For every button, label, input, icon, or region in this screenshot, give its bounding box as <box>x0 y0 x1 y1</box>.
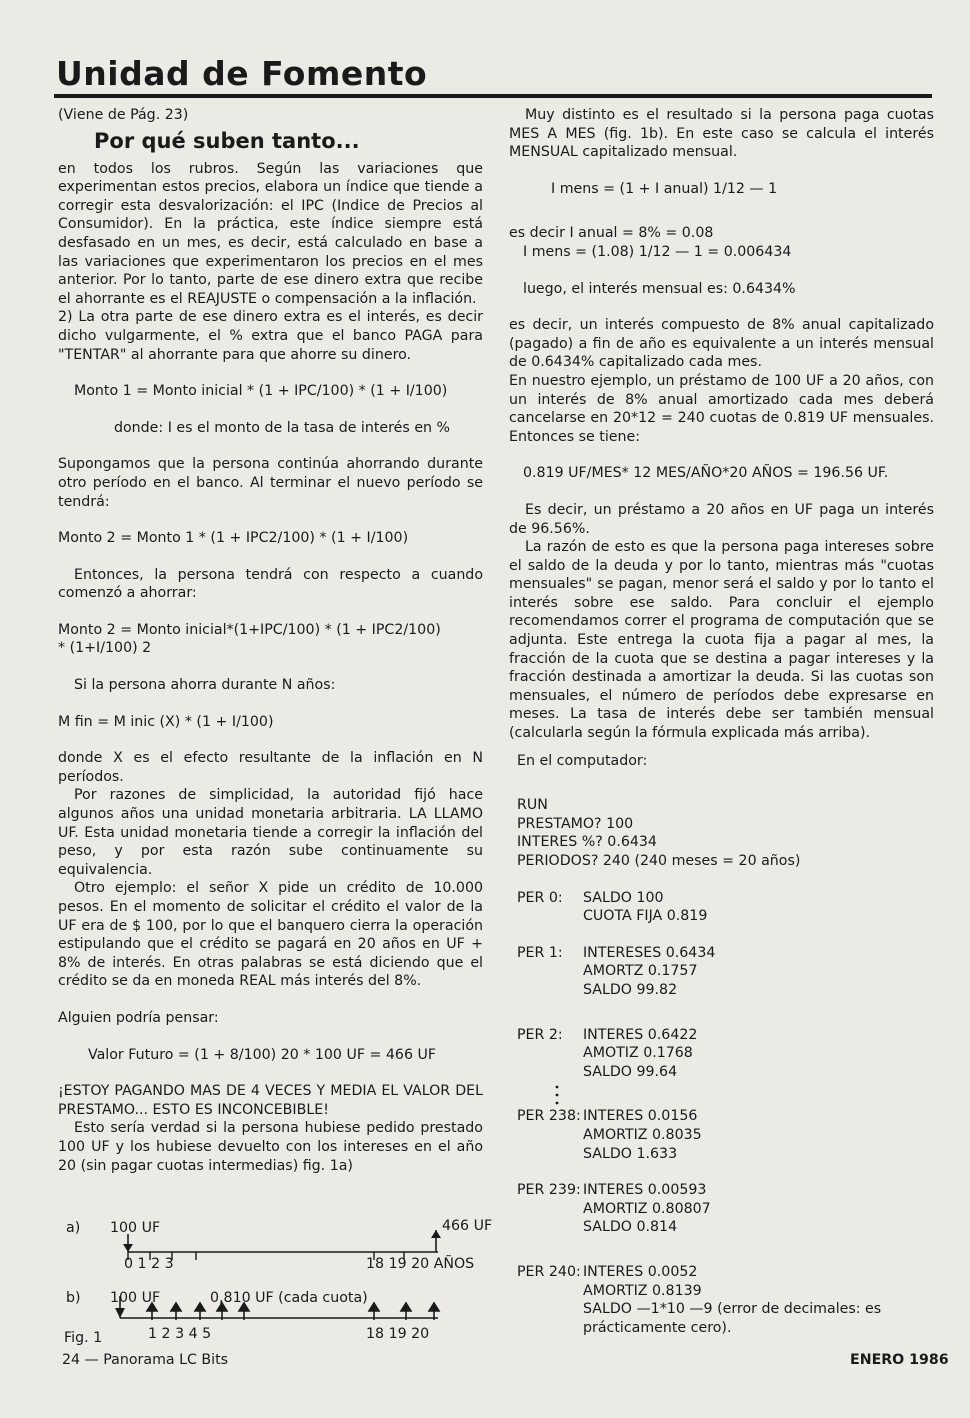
paragraph: Supongamos que la persona continúa ahorrando durante otro período en el banco. Al terminar el nuevo período se tendrá: <box>58 456 483 510</box>
formula-note: donde: I es el monto de la tasa de interés en % <box>114 419 451 436</box>
fig-b-start: 100 UF <box>110 1290 161 1306</box>
formula-i-anual: es decir I anual = 8% = 0.08 <box>509 225 714 242</box>
paragraph: Si la persona ahorra durante N años: <box>74 677 336 694</box>
fig-b-cuota: 0,810 UF (cada cuota) <box>210 1290 368 1306</box>
paragraph: Alguien podría pensar: <box>58 1009 219 1026</box>
period-entry: PER 0: SALDO 100 CUOTA FIJA 0.819 <box>517 889 708 925</box>
period-list <box>509 889 934 1338</box>
right-column <box>509 106 934 1337</box>
paragraph: Es decir, un préstamo a 20 años en UF paga un interés de 96.56%. <box>509 501 934 537</box>
page-footer-right: ENERO 1986 <box>850 1352 949 1368</box>
paragraph: En el computador: <box>517 752 648 769</box>
paragraph: Otro ejemplo: el señor X pide un crédito de 10.000 pesos. En el momento de solicitar el crédito el valor de la UF era de $ 100, por lo que el banquero cierra la operación estipulando que el crédito se pagará en 20 años en UF + 8% de interés. En otras palabras se está diciendo que el crédito se da en moneda REAL más interés del 8%. <box>58 880 483 990</box>
run-line: RUN <box>517 797 548 814</box>
page-title: Unidad de Fomento <box>56 54 428 93</box>
fig-caption: Fig. 1 <box>64 1330 103 1346</box>
formula-valor-futuro: Valor Futuro = (1 + 8/100) 20 * 100 UF = 466 UF <box>88 1046 437 1063</box>
run-line: PRESTAMO? 100 <box>517 815 634 832</box>
fig-a-ticks-end: 18 19 20 AÑOS <box>366 1256 475 1272</box>
paragraph: Esto sería verdad si la persona hubiese pedido prestado 100 UF y los hubiese devuelto con los intereses en el año 20 (sin pagar cuotas intermedias) fig. 1a) <box>58 1120 483 1174</box>
formula-total-cuotas: 0.819 UF/MES* 12 MES/AÑO*20 AÑOS = 196.56 UF. <box>523 465 889 482</box>
paragraph: Muy distinto es el resultado si la persona paga cuotas MES A MES (fig. 1b). En este caso se calcula el interés MENSUAL capitalizado mensual. <box>509 107 934 161</box>
period-entry: PER 239: INTERES 0.00593 AMORTIZ 0.80807 SALDO 0.814 <box>517 1182 711 1236</box>
left-column <box>58 106 483 1175</box>
fig-a-end: 466 UF <box>442 1218 493 1234</box>
formula-monto-2-full: Monto 2 = Monto inicial*(1+IPC/100) * (1 + IPC2/100) <box>58 621 441 638</box>
title-rule <box>54 94 932 98</box>
formula-monto-2: Monto 2 = Monto 1 * (1 + IPC2/100) * (1 + I/100) <box>58 530 409 547</box>
period-entry: PER 1: INTERESES 0.6434 AMORTZ 0.1757 SALDO 99.82 <box>517 944 716 998</box>
formula-i-mens: I mens = (1 + I anual) 1/12 — 1 <box>551 180 778 197</box>
paragraph: Entonces, la persona tendrá con respecto a cuando comenzó a ahorrar: <box>58 566 483 602</box>
period-entry: PER 2: INTERES 0.6422 AMOTIZ 0.1768 SALDO 99.64 <box>517 1026 698 1080</box>
paragraph: Por razones de simplicidad, la autoridad fijó hace algunos años una unidad monetaria arbitraria. LA LLAMO UF. Esta unidad monetaria tiende a corregir la inflación del peso, y por esta razón sube continuamente su equivalencia. <box>58 787 483 878</box>
formula-monto-2-exp: * (1+I/100) 2 <box>58 640 152 657</box>
paragraph: En nuestro ejemplo, un préstamo de 100 UF a 20 años, con un interés de 8% anual amortizado cada mes deberá cancelarse en 20*12 = 240 cuotas de 0.819 UF mensuales. Entonces se tiene: <box>509 372 934 445</box>
paragraph: donde X es el efecto resultante de la inflación en N períodos. <box>58 750 483 785</box>
section-subtitle: Por qué suben tanto... <box>94 128 360 153</box>
fig-a-ticks: 0 1 2 3 <box>124 1256 174 1272</box>
fig-b-ticks-end: 18 19 20 <box>366 1326 430 1342</box>
program-run <box>509 796 934 870</box>
paragraph: La razón de esto es que la persona paga intereses sobre el saldo de la deuda y por lo tanto, mientras más "cuotas mensuales" se pagan, menor será el saldo y por lo tanto el interés sobre ese saldo. Para concluir el ejemplo recomendamos correr el programa de computación que se adjunta. Este entrega la cuota fija a pagar al mes, la fracción de la cuota que se destina a pagar intereses y la fracción destinada a amortizar la deuda. Si las cuotas son mensuales, el número de períodos debe expresarse en meses. La tasa de interés debe ser también mensual (calcularla según la fórmula explicada más arriba). <box>509 539 934 742</box>
formula-i-mens-value: I mens = (1.08) 1/12 — 1 = 0.006434 <box>523 243 792 260</box>
ellipsis-dots <box>517 1081 934 1107</box>
figure-1 <box>58 1216 498 1348</box>
paragraph: es decir, un interés compuesto de 8% anual capitalizado (pagado) a fin de año es equivalente a un interés mensual de 0.6434% capitalizado cada mes. <box>509 317 934 371</box>
paragraph: 2) La otra parte de ese dinero extra es el interés, es decir dicho vulgarmente, el % extra que el banco PAGA para "TENTAR" al ahorrante para que ahorre su dinero. <box>58 309 483 363</box>
fig-label-b: b) <box>66 1290 81 1306</box>
fig-b-ticks: 1 2 3 4 5 <box>148 1326 212 1342</box>
period-entry: PER 238: INTERES 0.0156 AMORTIZ 0.8035 SALDO 1.633 <box>517 1108 702 1162</box>
fig-label-a: a) <box>66 1220 81 1236</box>
formula-m-fin: M fin = M inic (X) * (1 + I/100) <box>58 713 274 730</box>
paragraph: luego, el interés mensual es: 0.6434% <box>523 280 796 297</box>
paragraph: en todos los rubros. Según las variaciones que experimentan estos precios, elabora un índice que tiende a corregir esta desvalorización: el IPC (Indice de Precios al Consumidor). En la práctica, este índice siempre está desfasado en un mes, es decir, está calculado en base a las variaciones que experimentaron los precios en el mes anterior. Por lo tanto, parte de ese dinero extra que recibe el ahorrante es el REAJUSTE o compensación a la inflación. <box>58 160 483 307</box>
run-line: PERIODOS? 240 (240 meses = 20 años) <box>517 853 801 869</box>
continued-ref: (Viene de Pág. 23) <box>58 107 189 123</box>
period-entry: PER 240: INTERES 0.0052 AMORTIZ 0.8139 SALDO —1*10 —9 (error de decimales: es prácticamente cero). <box>517 1263 882 1336</box>
formula-monto-1: Monto 1 = Monto inicial * (1 + IPC/100) * (1 + I/100) <box>74 383 448 400</box>
page-footer-left: 24 — Panorama LC Bits <box>62 1352 229 1368</box>
fig-a-start: 100 UF <box>110 1220 161 1236</box>
paragraph: ¡ESTOY PAGANDO MAS DE 4 VECES Y MEDIA EL VALOR DEL PRESTAMO... ESTO ES INCONCEBIBLE! <box>58 1083 483 1118</box>
run-line: INTERES %? 0.6434 <box>517 834 657 851</box>
